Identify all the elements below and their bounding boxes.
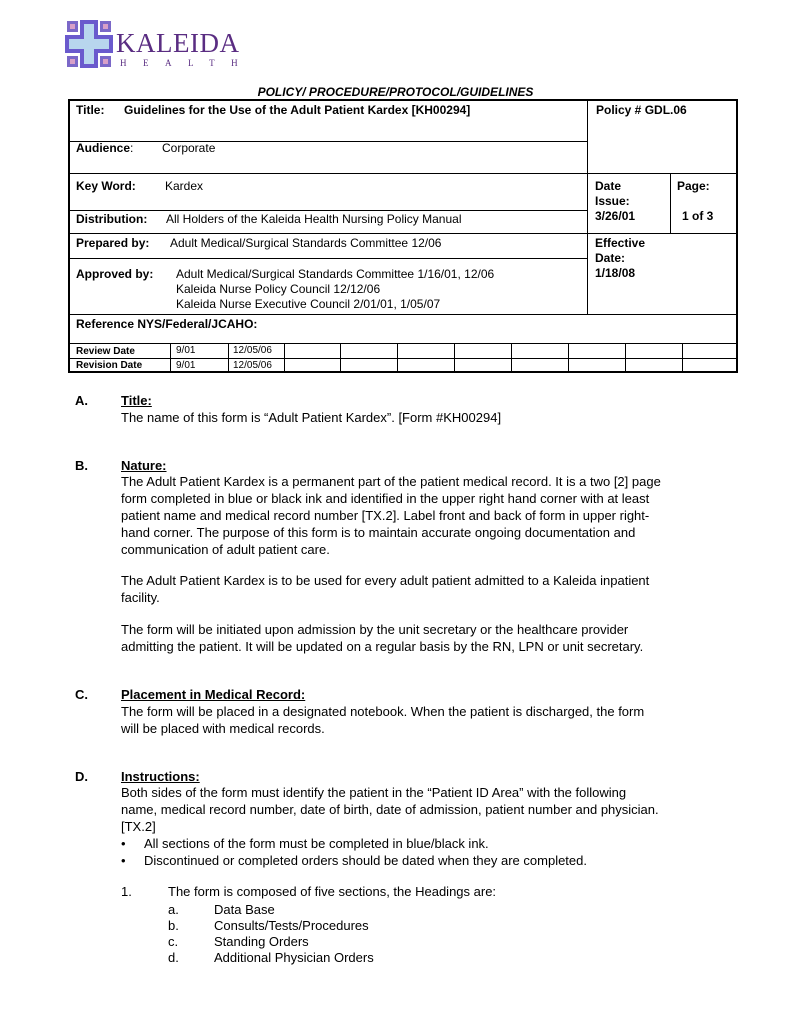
sub-item-text: Additional Physician Orders — [214, 950, 374, 965]
sub-item-letter: d. — [168, 950, 179, 965]
title-label: Title: — [76, 103, 105, 117]
section-d-title: Instructions: — [121, 769, 200, 784]
title-value: Guidelines for the Use of the Adult Patient Kardex [KH00294] — [124, 103, 471, 117]
revision-date-cell: 9/01 — [176, 360, 196, 371]
section-b-title: Nature: — [121, 458, 167, 473]
review-date-cell: 12/05/06 — [233, 345, 272, 356]
section-a-title: Title: — [121, 393, 152, 408]
effective-date-label: Effective — [595, 236, 646, 250]
bullet-icon: • — [121, 836, 126, 851]
distribution-value: All Holders of the Kaleida Health Nursing Policy Manual — [166, 212, 462, 226]
text-line: The form will be placed in a designated notebook. When the patient is discharged, the form — [121, 704, 645, 719]
list-number: 1. — [121, 884, 132, 899]
text-line: hand corner. The purpose of this form is to maintain accurate ongoing documentation and — [121, 525, 636, 540]
text-line: Both sides of the form must identify the patient in the “Patient ID Area” with the following — [121, 785, 627, 800]
audience-label: Audience: — [76, 141, 134, 155]
approved-line: Adult Medical/Surgical Standards Committee 1/16/01, 12/06 — [176, 267, 495, 281]
prepared-value: Adult Medical/Surgical Standards Committee 12/06 — [170, 236, 442, 250]
sub-item-text: Standing Orders — [214, 934, 309, 949]
revision-date-label: Revision Date — [76, 360, 143, 371]
date-issue-label: Date — [595, 179, 622, 193]
sub-item-text: Data Base — [214, 902, 275, 917]
date-issue-label-2: Issue: — [595, 194, 630, 208]
document-heading: POLICY/ PROCEDURE/PROTOCOL/GUIDELINES — [257, 85, 534, 99]
logo-subtext: HEALTH — [120, 58, 255, 68]
text-line: The form will be initiated upon admission by the unit secretary or the healthcare provider — [121, 622, 629, 637]
approved-line: Kaleida Nurse Executive Council 2/01/01, 1/05/07 — [176, 297, 441, 311]
text-line: form completed in blue or black ink and identified in the upper right hand corner with at least — [121, 491, 650, 506]
effective-date-label-2: Date: — [595, 251, 626, 265]
approved-label: Approved by: — [76, 267, 154, 281]
text-line: communication of adult patient care. — [121, 542, 330, 557]
revision-date-cell: 12/05/06 — [233, 360, 272, 371]
section-c-title: Placement in Medical Record: — [121, 687, 306, 702]
kaleida-logo — [64, 18, 255, 70]
page-label: Page: — [677, 179, 710, 193]
effective-date-value: 1/18/08 — [595, 266, 636, 280]
text-line: name, medical record number, date of birth, date of admission, patient number and physician. — [121, 802, 659, 817]
bullet-icon: • — [121, 853, 126, 868]
bullet-item: Discontinued or completed orders should be dated when they are completed. — [144, 853, 587, 868]
review-date-label: Review Date — [76, 346, 135, 357]
kaleida-cross-icon — [64, 18, 114, 70]
review-date-cell: 9/01 — [176, 345, 196, 356]
bullet-item: All sections of the form must be completed in blue/black ink. — [144, 836, 489, 851]
audience-value: Corporate — [162, 141, 216, 155]
keyword-value: Kardex — [165, 179, 204, 193]
sub-item-letter: c. — [168, 934, 179, 949]
section-a-letter: A. — [75, 393, 88, 408]
section-a-text: The name of this form is “Adult Patient Kardex”. [Form #KH00294] — [121, 410, 502, 425]
sub-item-text: Consults/Tests/Procedures — [214, 918, 369, 933]
sub-item-letter: a. — [168, 902, 179, 917]
section-b-letter: B. — [75, 458, 88, 473]
text-line: admitting the patient. It will be updated on a regular basis by the RN, LPN or unit secretary. — [121, 639, 644, 654]
text-line: [TX.2] — [121, 819, 156, 834]
section-c-text — [121, 703, 721, 737]
list-item-text: The form is composed of five sections, the Headings are: — [168, 884, 497, 899]
reference-label: Reference NYS/Federal/JCAHO: — [76, 317, 258, 331]
text-line: The Adult Patient Kardex is to be used for every adult patient admitted to a Kaleida inpatient — [121, 573, 650, 588]
section-b-paragraph-3 — [121, 621, 721, 655]
logo-wordmark: KALEIDA — [116, 28, 240, 58]
section-c-letter: C. — [75, 687, 88, 702]
prepared-label: Prepared by: — [76, 236, 150, 250]
approved-line: Kaleida Nurse Policy Council 12/12/06 — [176, 282, 381, 296]
page-value: 1 of 3 — [682, 209, 714, 223]
section-b-paragraph-1 — [121, 473, 721, 558]
distribution-label: Distribution: — [76, 212, 148, 226]
text-line: The Adult Patient Kardex is a permanent part of the patient medical record. It is a two [2] page — [121, 474, 661, 489]
policy-header-table — [68, 99, 738, 373]
section-d-letter: D. — [75, 769, 88, 784]
section-d-text — [121, 784, 721, 835]
text-line: will be placed with medical records. — [121, 721, 325, 736]
text-line: facility. — [121, 590, 160, 605]
keyword-label: Key Word: — [76, 179, 136, 193]
policy-number: Policy # GDL.06 — [596, 103, 687, 117]
date-issue-value: 3/26/01 — [595, 209, 636, 223]
section-b-paragraph-2 — [121, 572, 721, 606]
sub-item-letter: b. — [168, 918, 179, 933]
text-line: patient name and medical record number [TX.2]. Label front and back of form in upper right- — [121, 508, 650, 523]
